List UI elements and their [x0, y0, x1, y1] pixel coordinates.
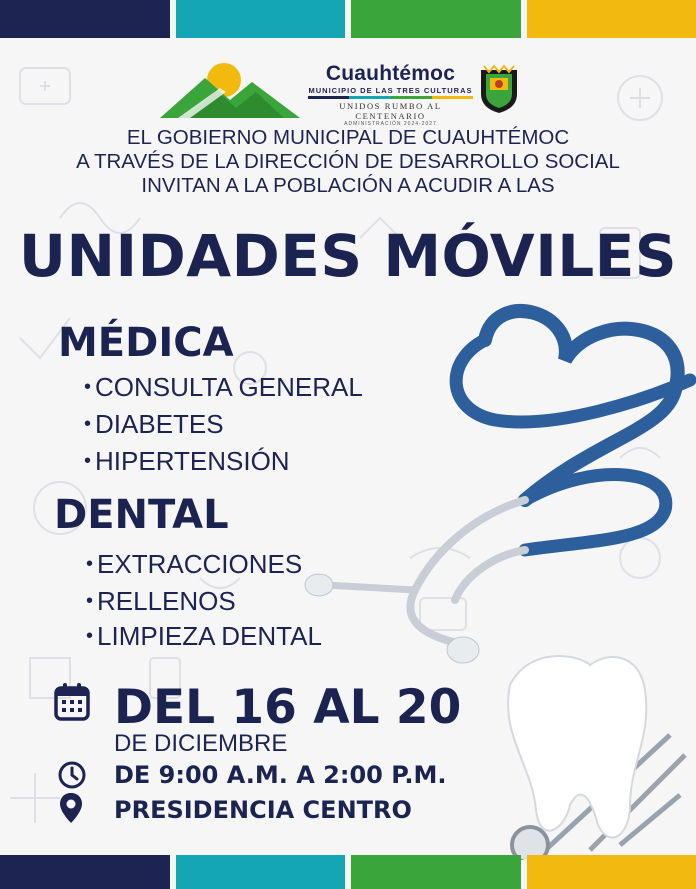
list-item-label: LIMPIEZA DENTAL — [97, 621, 322, 651]
location-pin-icon — [59, 792, 83, 824]
event-dates: DEL 16 AL 20 — [114, 680, 462, 735]
bullet: • — [84, 376, 92, 398]
bullet: • — [84, 413, 92, 435]
clock-icon — [57, 760, 87, 790]
intro-line-3: INVITAN A LA POBLACIÓN A ACUDIR A LAS — [141, 174, 555, 197]
municipality-brand — [308, 62, 473, 127]
dental-title: DENTAL — [54, 492, 229, 538]
list-item — [84, 409, 224, 440]
list-item — [84, 372, 363, 403]
stripe-navy — [0, 855, 170, 889]
mountain-sun-logo-icon — [160, 58, 300, 120]
top-color-stripes — [0, 0, 696, 38]
event-time: DE 9:00 A.M. A 2:00 P.M. — [114, 761, 447, 789]
calendar-icon — [53, 682, 91, 722]
list-item — [86, 549, 302, 580]
list-item-label: CONSULTA GENERAL — [95, 372, 363, 402]
brand-motto: UNIDOS RUMBO AL CENTENARIO — [339, 101, 442, 121]
brand-administration: ADMINISTRACIÓN 2024-2027 — [344, 121, 437, 127]
tooth-illustration — [470, 645, 696, 860]
brand-subtitle: MUNICIPIO DE LAS TRES CULTURAS — [308, 86, 473, 95]
brand-color-line — [308, 96, 473, 99]
brand-name: Cuauhtémoc — [325, 62, 456, 85]
intro-line-2: A TRAVÉS DE LA DIRECCIÓN DE DESARROLLO SOCIAL — [76, 150, 620, 173]
stripe-yellow — [527, 855, 696, 889]
event-month: DE DICIEMBRE — [114, 730, 288, 757]
intro-line-1: EL GOBIERNO MUNICIPAL DE CUAUHTÉMOC — [126, 126, 570, 149]
bullet: • — [84, 450, 92, 472]
stripe-navy — [0, 0, 170, 38]
stripe-teal — [176, 855, 346, 889]
list-item — [86, 586, 236, 617]
stripe-yellow — [527, 0, 696, 38]
list-item — [84, 446, 290, 477]
list-item-label: RELLENOS — [97, 586, 236, 616]
headline: UNIDADES MÓVILES — [18, 222, 678, 290]
list-item — [86, 621, 322, 652]
list-item-label: DIABETES — [95, 409, 224, 439]
event-place: PRESIDENCIA CENTRO — [114, 796, 412, 824]
bottom-color-stripes — [0, 855, 696, 889]
stripe-green — [351, 855, 521, 889]
intro-text — [0, 126, 696, 198]
bullet: • — [86, 590, 94, 612]
coat-of-arms-icon — [478, 64, 520, 114]
bullet: • — [86, 553, 94, 575]
stripe-teal — [176, 0, 346, 38]
bullet: • — [86, 625, 94, 647]
stethoscope-illustration — [295, 300, 696, 680]
stripe-green — [351, 0, 521, 38]
medica-title: MÉDICA — [58, 320, 234, 366]
logo-area — [0, 58, 696, 127]
list-item-label: EXTRACCIONES — [97, 549, 303, 579]
list-item-label: HIPERTENSIÓN — [95, 446, 290, 476]
